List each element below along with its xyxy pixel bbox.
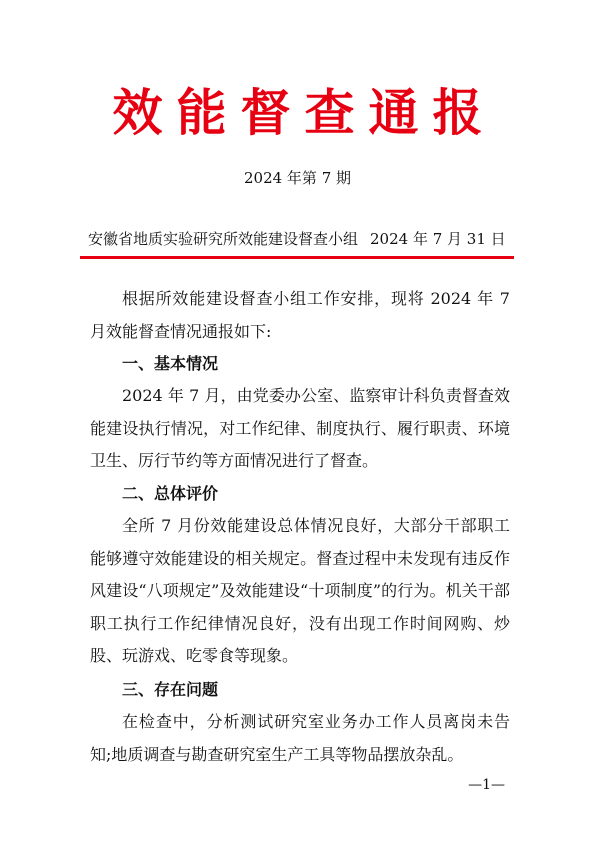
issue-number: 2024 年第 7 期: [243, 169, 352, 187]
section-paragraph-issues: 在检查中，分析测试研究室业务办工作人员离岗未告知;地质调查与勘查研究室生产工具等物品摆放杂乱。: [90, 712, 510, 764]
page-number: —1—: [468, 777, 505, 793]
intro-paragraph: 根据所效能建设督查小组工作安排，现将 2024 年 7 月效能督查情况通报如下:: [90, 289, 510, 341]
section-paragraph-evaluation: 全所 7 月份效能建设总体情况良好，大部分干部职工能够遵守效能建设的相关规定。督查过程中未发现有违反作风建设“八项规定”及效能建设“十项制度”的行为。机关干部职工执行工作纪律情况良好，没有出现工作时间网购、炒股、玩游戏、吃零食等现象。: [90, 516, 510, 665]
section-heading-basic: 一、基本情况: [122, 354, 219, 373]
section-heading-evaluation: 二、总体评价: [122, 484, 219, 503]
section-heading-issues: 三、存在问题: [122, 680, 219, 699]
header-divider: [80, 256, 514, 259]
issuer-line: [88, 229, 518, 249]
section-paragraph-basic: 2024 年 7 月，由党委办公室、监察审计科负责督查效能建设执行情况，对工作纪律、制度执行、履行职责、环境卫生、厉行节约等方面情况进行了督查。: [90, 386, 510, 470]
issuer-org: 安徽省地质实验研究所效能建设督查小组: [88, 230, 359, 248]
issue-date: 2024 年 7 月 31 日: [370, 230, 506, 248]
bulletin-title: 效能督查通报: [112, 83, 497, 142]
